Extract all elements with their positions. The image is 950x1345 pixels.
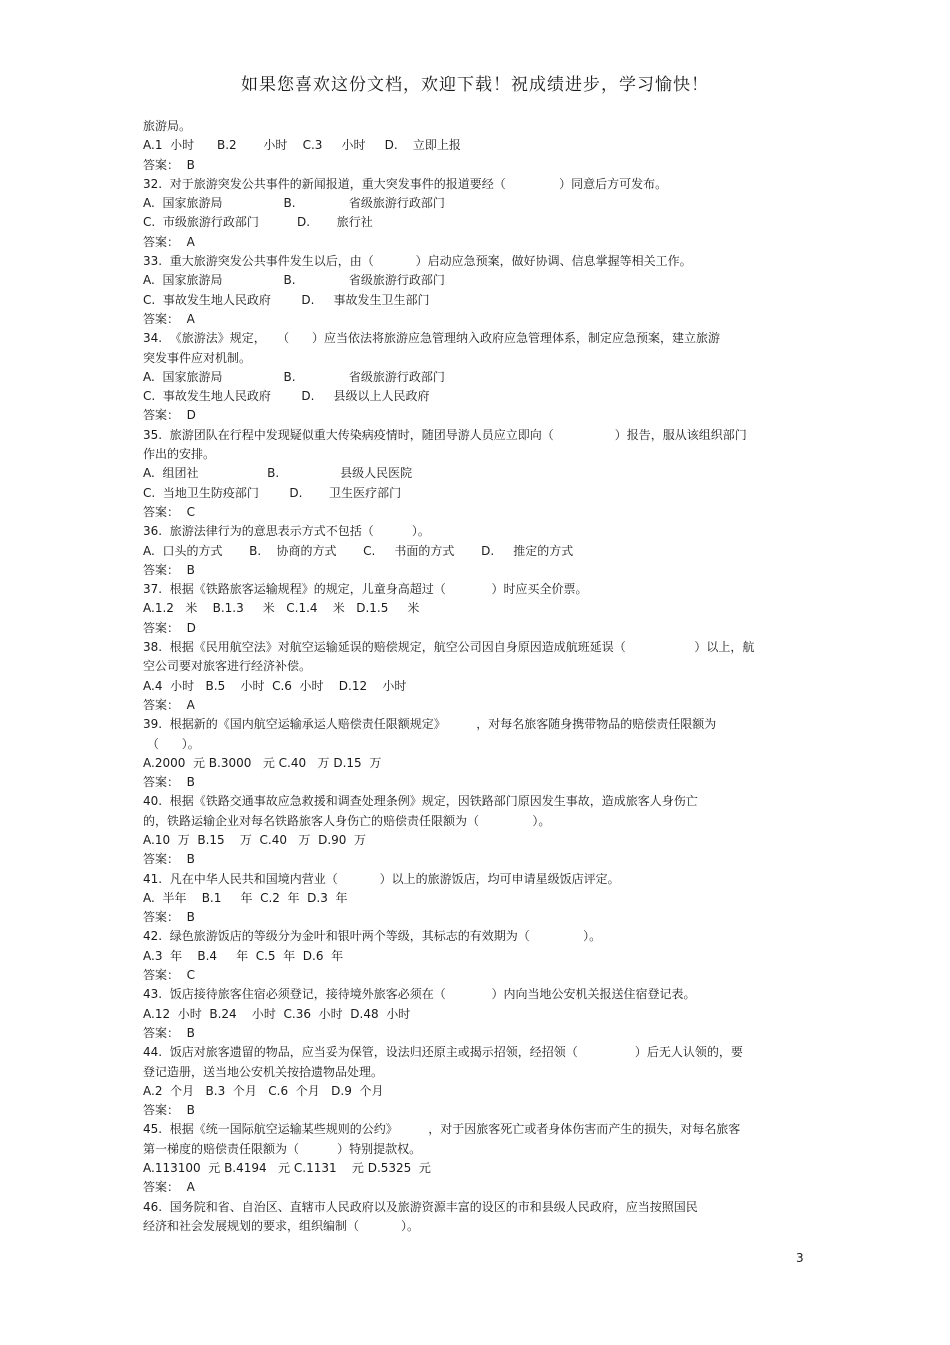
text-line: 答案： B bbox=[143, 775, 195, 790]
text-line: 33. 重大旅游突发公共事件发生以后，由（ ）启动应急预案，做好协调、信息掌握等相关工作。 bbox=[143, 254, 692, 269]
text-line: 32. 对于旅游突发公共事件的新闻报道，重大突发事件的报道要经（ ）同意后方可发布。 bbox=[143, 176, 668, 191]
text-line: 46. 国务院和省、自治区、直辖市人民政府以及旅游资源丰富的设区的市和县级人民政府，应当按照国民 bbox=[143, 1199, 698, 1214]
text-line: 43. 饭店接待旅客住宿必须登记，接待境外旅客必须在（ ）内向当地公安机关报送住宿登记表。 bbox=[143, 987, 696, 1002]
text-line: 第一梯度的赔偿责任限额为（ ）特别提款权。 bbox=[143, 1141, 422, 1156]
text-line: 答案： A bbox=[143, 1180, 195, 1195]
text-line: A.3 年 B.4 年 C.5 年 D.6 年 bbox=[143, 948, 344, 963]
text-line: A. 半年 B.1 年 C.2 年 D.3 年 bbox=[143, 890, 348, 905]
text-line: A. 国家旅游局 B. 省级旅游行政部门 bbox=[143, 273, 445, 288]
text-line: A.4 小时 B.5 小时 C.6 小时 D.12 小时 bbox=[143, 678, 407, 693]
text-line: 答案： C bbox=[143, 968, 196, 983]
text-line: 45. 根据《统一国际航空运输某些规则的公约》 ，对于因旅客死亡或者身体伤害而产生的损失，对每名旅客 bbox=[143, 1122, 741, 1137]
page-header: 如果您喜欢这份文档，欢迎下载！祝成绩进步，学习愉快！ bbox=[241, 75, 709, 95]
text-line: C. 事故发生地人民政府 D. 事故发生卫生部门 bbox=[143, 292, 430, 307]
text-line: A.113100 元 B.4194 元 C.1131 元 D.5325 元 bbox=[143, 1161, 431, 1176]
text-line: 答案： B bbox=[143, 910, 195, 925]
text-line: 40. 根据《铁路交通事故应急救援和调查处理条例》规定，因铁路部门原因发生事故，造成旅客人身伤亡 bbox=[143, 794, 698, 809]
text-line: 答案： D bbox=[143, 620, 196, 635]
text-line: （ ）。 bbox=[143, 736, 200, 751]
page-number: 3 bbox=[796, 1251, 804, 1265]
text-line: C. 事故发生地人民政府 D. 县级以上人民政府 bbox=[143, 389, 430, 404]
text-line: C. 市级旅游行政部门 D. 旅行社 bbox=[143, 215, 373, 230]
text-line: A. 组团社 B. 县级人民医院 bbox=[143, 466, 413, 481]
text-line: 44. 饭店对旅客遗留的物品，应当妥为保管，设法归还原主或揭示招领，经招领（ ）后无人认领的，要 bbox=[143, 1045, 743, 1060]
text-line: 答案： C bbox=[143, 504, 196, 519]
text-line: 答案： B bbox=[143, 157, 195, 172]
text-line: 答案： A bbox=[143, 697, 195, 712]
text-line: A.2000 元 B.3000 元 C.40 万 D.15 万 bbox=[143, 755, 382, 770]
text-line: A.1.2 米 B.1.3 米 C.1.4 米 D.1.5 米 bbox=[143, 601, 420, 616]
text-line: A. 口头的方式 B. 协商的方式 C. 书面的方式 D. 推定的方式 bbox=[143, 543, 574, 558]
text-line: 34. 《旅游法》规定， （ ）应当依法将旅游应急管理纳入政府应急管理体系，制定应急预案，建立旅游 bbox=[143, 331, 721, 346]
text-line: 作出的安排。 bbox=[143, 447, 216, 462]
text-line: 41. 凡在中华人民共和国境内营业（ ）以上的旅游饭店，均可申请星级饭店评定。 bbox=[143, 871, 620, 886]
text-line: 39. 根据新的《国内航空运输承运人赔偿责任限额规定》 ，对每名旅客随身携带物品的赔偿责任限额为 bbox=[143, 717, 717, 732]
text-line: 答案： A bbox=[143, 234, 195, 249]
text-line: 的，铁路运输企业对每名铁路旅客人身伤亡的赔偿责任限额为（ ）。 bbox=[143, 813, 551, 828]
text-line: 空公司要对旅客进行经济补偿。 bbox=[143, 659, 312, 674]
text-line: 35. 旅游团队在行程中发现疑似重大传染病疫情时，随团导游人员应立即向（ ）报告，服从该组织部门 bbox=[143, 427, 747, 442]
text-line: C. 当地卫生防疫部门 D. 卫生医疗部门 bbox=[143, 485, 402, 500]
text-line: 答案： B bbox=[143, 852, 195, 867]
text-line: A. 国家旅游局 B. 省级旅游行政部门 bbox=[143, 196, 445, 211]
text-line: 答案： A bbox=[143, 311, 195, 326]
text-line: A.2 个月 B.3 个月 C.6 个月 D.9 个月 bbox=[143, 1083, 384, 1098]
text-line: 经济和社会发展规划的要求，组织编制（ ）。 bbox=[143, 1218, 419, 1233]
text-line: 答案： D bbox=[143, 408, 196, 423]
text-line: 答案： B bbox=[143, 1103, 195, 1118]
text-line: A.1 小时 B.2 小时 C.3 小时 D. 立即上报 bbox=[143, 138, 461, 153]
text-line: 答案： B bbox=[143, 1025, 195, 1040]
text-line: 旅游局。 bbox=[143, 119, 192, 133]
text-line: 答案： B bbox=[143, 562, 195, 577]
text-line: 42. 绿色旅游饭店的等级分为金叶和银叶两个等级，其标志的有效期为（ ）。 bbox=[143, 929, 602, 944]
text-line: 登记造册，送当地公安机关按拾遗物品处理。 bbox=[143, 1064, 384, 1079]
text-line: A. 国家旅游局 B. 省级旅游行政部门 bbox=[143, 369, 445, 384]
text-line: A.12 小时 B.24 小时 C.36 小时 D.48 小时 bbox=[143, 1006, 411, 1021]
text-line: 突发事件应对机制。 bbox=[143, 350, 252, 365]
text-line: 37. 根据《铁路旅客运输规程》的规定，儿童身高超过（ ）时应买全价票。 bbox=[143, 582, 588, 597]
document-body bbox=[143, 117, 808, 1236]
text-line: A.10 万 B.15 万 C.40 万 D.90 万 bbox=[143, 832, 367, 847]
text-line: 36. 旅游法律行为的意思表示方式不包括（ ）。 bbox=[143, 524, 430, 539]
text-line: 38. 根据《民用航空法》对航空运输延误的赔偿规定，航空公司因自身原因造成航班延误（ ）以上，航 bbox=[143, 640, 755, 655]
